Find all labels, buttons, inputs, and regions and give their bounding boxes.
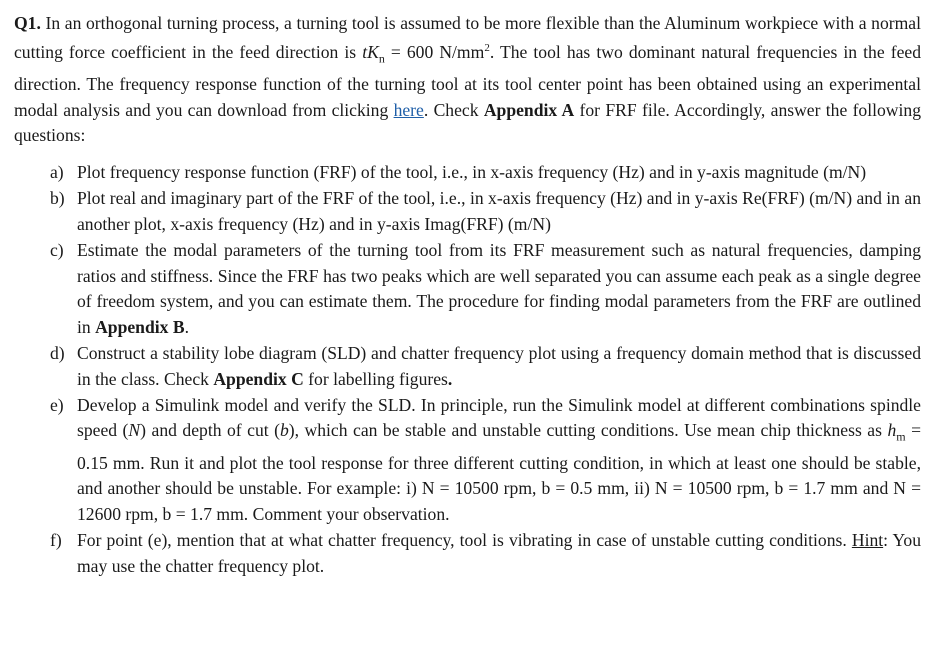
sub-question-marker: b) (50, 188, 65, 209)
sub-question-d: d) Construct a stability lobe diagram (SLD) and chatter frequency plot using a frequency domain method that is discussed in the class. Check Appendix C for labelling figures. (50, 342, 921, 389)
sub-question-list (14, 160, 921, 579)
sub-question-marker: f) (50, 530, 62, 551)
sub-question-marker: e) (50, 394, 64, 415)
question-number: Q1. (14, 13, 41, 33)
sub-question-marker: a) (50, 162, 64, 183)
sub-question-c: c) Estimate the modal parameters of the turning tool from its FRF measurement such as natural frequencies, damping ratios and stiffness. Since the FRF has two peaks which are well separated you can assume each peak as a single degree of freedom system, and you can estimate them. The procedure for finding modal parameters from the FRF are outlined in Appendix B. (50, 239, 921, 338)
appendix-b-reference: Appendix B (95, 317, 185, 338)
sub-question-marker: d) (50, 342, 65, 363)
hint-label: Hint (851, 530, 884, 551)
download-frf-link[interactable]: here (393, 99, 424, 120)
sub-question-a: a) Plot frequency response function (FRF) of the tool, i.e., in x-axis frequency (Hz) and in y-axis magnitude (m/N) (14, 160, 921, 186)
sub-question-b: b) Plot real and imaginary part of the FRF of the tool, i.e., in x-axis frequency (Hz) and in y-axis Re(FRF) (m/N) and in an another plot, x-axis frequency (Hz) and in y-axis Imag(FRF) (m/N) (50, 188, 921, 234)
chip-thickness-symbol: $h_m$ (887, 420, 906, 444)
depth-of-cut-symbol: b (279, 420, 289, 441)
appendix-c-reference: Appendix C (213, 368, 304, 389)
appendix-a-reference: Appendix A (483, 99, 575, 120)
force-coefficient: $tK_n$ (362, 42, 385, 66)
spindle-speed-symbol: N (128, 420, 141, 441)
question-intro: Q1. In an orthogonal turning process, a turning tool is assumed to be more flexible than the Aluminum workpiece with a normal cutting force coefficient in the feed direction is $tK_n = 600$ $N/mm^2$. The tool has two dominant natural frequencies in the feed direction. The frequency response function of the turning tool at its tool center point has been obtained using an experimental modal analysis and you can download from clicking here. Check Appendix A for FRF file. Accordingly, answer the following questions: (14, 13, 922, 145)
sub-question-f: f) For point (e), mention that at what chatter frequency, tool is vibrating in case of unstable cutting conditions. Hint: You may use the chatter frequency plot. (50, 530, 921, 576)
sub-question-marker: c) (50, 239, 64, 260)
sub-question-e: e) Develop a Simulink model and verify the SLD. In principle, run the Simulink model at different combinations spindle speed (N) and depth of cut (b), which can be stable and unstable cutting conditions. Use mean chip thickness as $h_m = 0.15$ mm. Run it and plot the tool response for three different cutting condition, in which at least one should be stable, and another should be unstable. For example: i) N = 10500 rpm, b = 0.5 mm, ii) N = 10500 rpm, b = 1.7 mm and N = 12600 rpm, b = 1.7 mm. Comment your observation. (50, 394, 921, 525)
